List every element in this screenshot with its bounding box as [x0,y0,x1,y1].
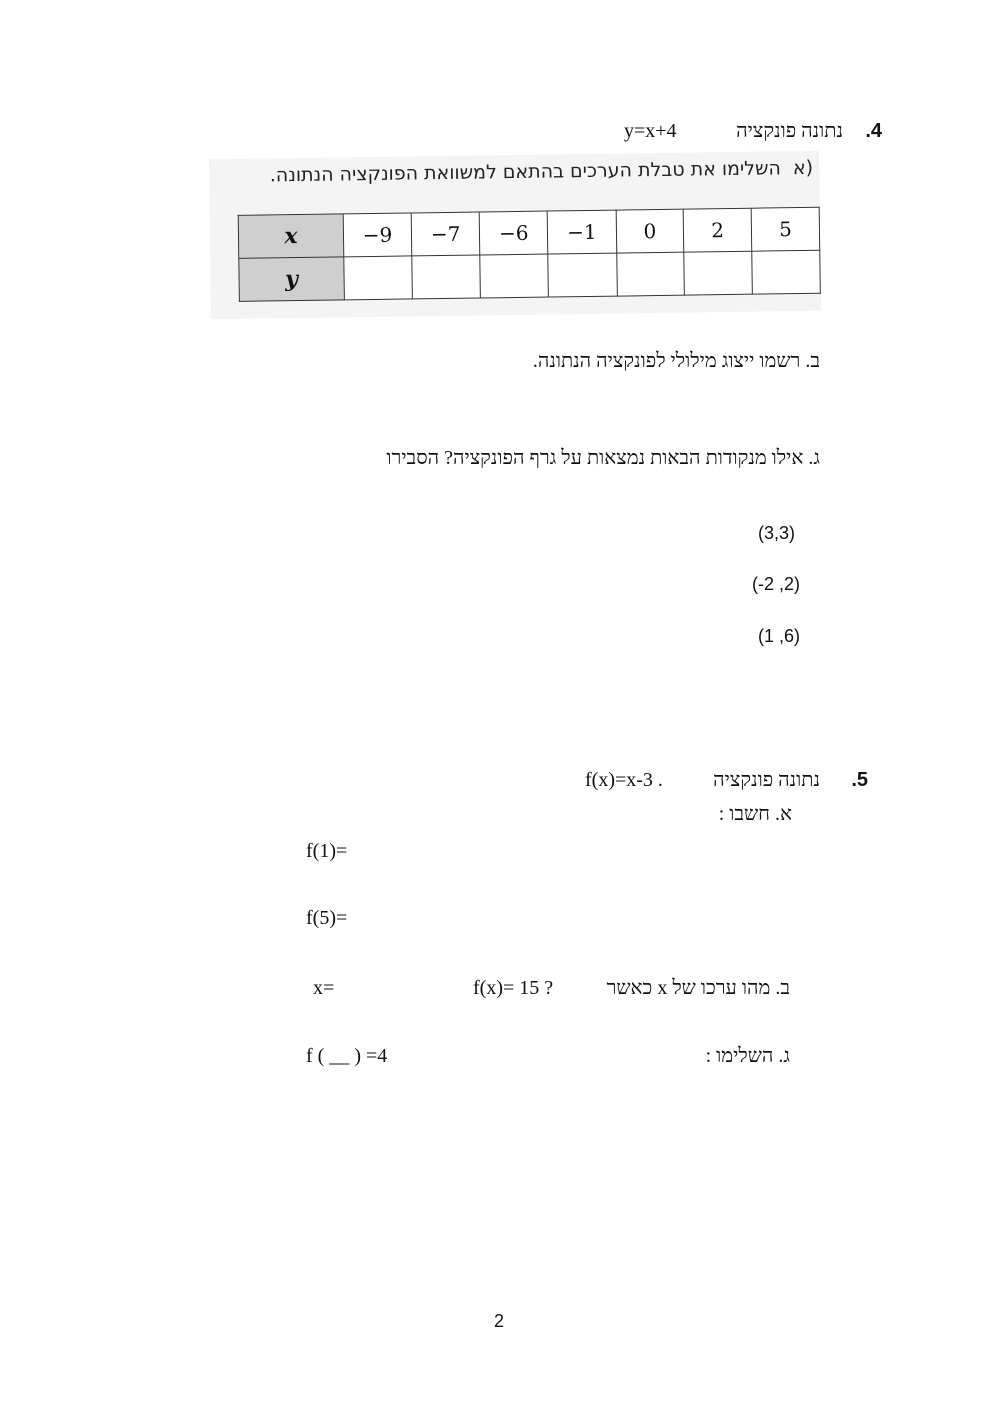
x-answer: x= [313,977,335,999]
q5-part-b-text: ב. מהו ערכו של x כאשר [606,977,790,999]
q4-part-a-text: השלימו את טבלת הערכים בהתאם למשוואת הפונקציה הנתונה. [269,157,782,187]
q5-number: .5 [851,769,868,791]
q4-intro: נתונה פונקציה [736,120,843,142]
y-cell[interactable] [616,252,684,296]
scanned-table-image [209,151,821,320]
f1-expression: f(1)= [306,840,348,862]
q5-part-c: ג. השלימו : [705,1045,790,1067]
y-cell[interactable] [412,255,481,299]
point-option: (3,3) [757,523,795,543]
y-cell[interactable] [344,256,413,300]
y-header: y [239,257,345,301]
x-cell: 5 [751,207,819,251]
x-cell: −7 [411,212,480,256]
q4-part-a-instruction [270,157,814,187]
values-table [238,207,821,302]
y-cell[interactable] [480,254,549,298]
table-row-y [239,250,821,301]
point-option: (1 ,6) [757,626,800,646]
y-cell[interactable] [752,250,820,294]
x-header: x [238,214,344,258]
q4-part-b: ב. רשמו ייצוג מילולי לפונקציה הנתונה. [532,350,820,372]
x-cell: −1 [548,210,617,254]
q4-part-c: ג. אילו מנקודות הבאות נמצאות על גרף הפונקציה? הסבירו [386,447,820,469]
q4-equation: y=x+4 [624,120,677,142]
x-cell: −9 [343,213,412,257]
x-cell: 2 [683,208,751,252]
y-cell[interactable] [684,251,752,295]
x-cell: −6 [479,211,548,255]
q4-part-a-label: (א [792,156,814,180]
q4-number: .4 [865,120,882,142]
q5-intro: נתונה פונקציה [713,769,820,791]
q5-part-a: א. חשבו : [718,803,792,825]
fill-in-equation: f ( __ ) =4 [306,1045,388,1067]
point-option: (-2 ,2) [751,574,800,594]
page-number: 2 [494,1311,505,1331]
f5-expression: f(5)= [306,907,348,929]
x-cell: 0 [616,209,684,253]
y-cell[interactable] [548,253,617,297]
q5-part-b-equation: f(x)= 15 ? [473,977,554,999]
q5-equation: f(x)=x-3 . [585,769,663,791]
